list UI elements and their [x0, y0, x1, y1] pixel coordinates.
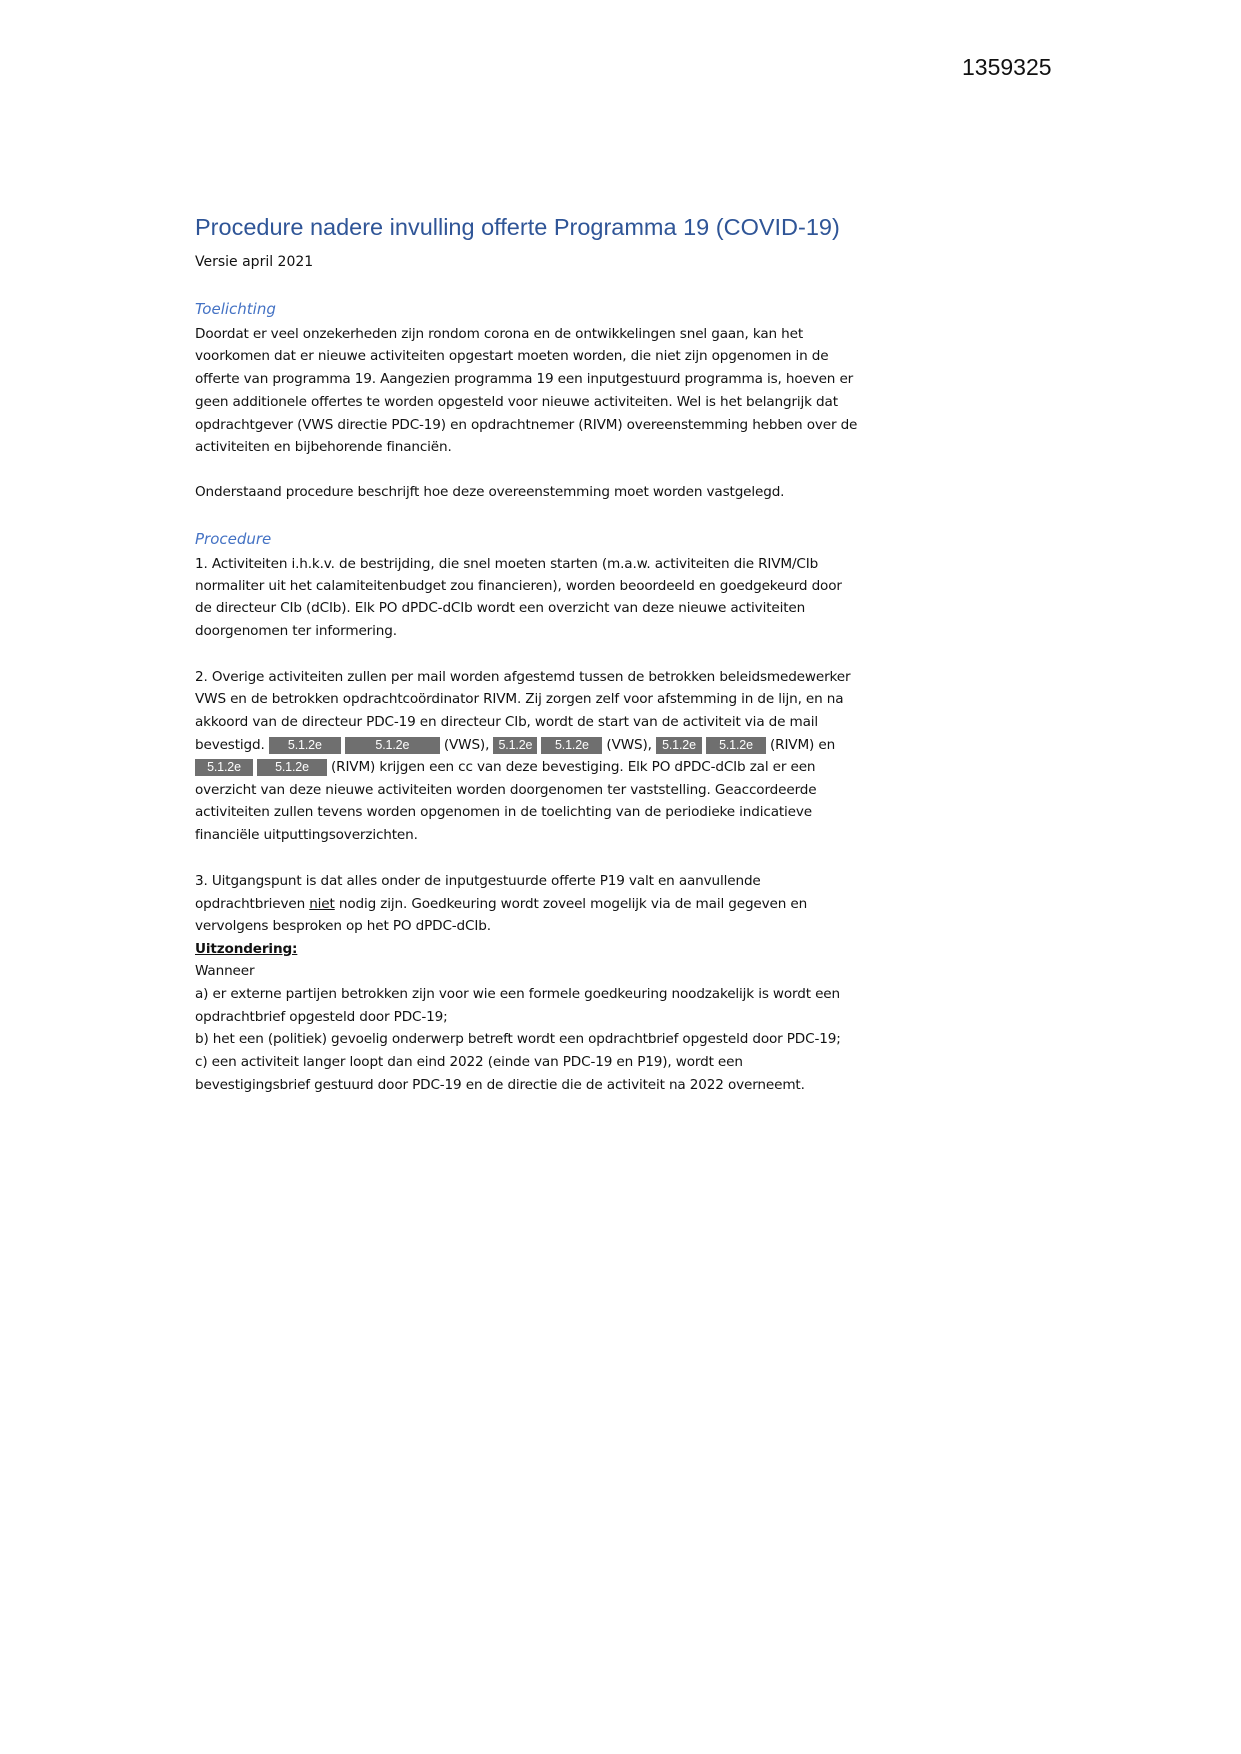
redaction-box: 5.1.2e — [257, 759, 327, 776]
paragraph-line: 2. Overige activiteiten zullen per mail worden afgestemd tussen de betrokken beleidsmedewerker — [195, 669, 851, 685]
paragraph-line: Onderstaand procedure beschrijft hoe deze overeenstemming moet worden vastgelegd. — [195, 484, 785, 500]
redaction-box: 5.1.2e — [493, 737, 537, 754]
paragraph-line: offerte van programma 19. Aangezien programma 19 een inputgestuurd programma is, hoeven er — [195, 371, 854, 387]
exception-heading — [195, 939, 297, 959]
underlined-word: niet — [309, 896, 335, 912]
redacted-line — [195, 735, 835, 755]
paragraph-line: c) een activiteit langer loopt dan eind 2022 (einde van PDC-19 en P19), wordt een — [195, 1054, 743, 1070]
paragraph-line: vervolgens besproken op het PO dPDC-dCIb. — [195, 918, 491, 934]
section-heading-procedure: Procedure — [195, 530, 272, 548]
paragraph-line: 3. Uitgangspunt is dat alles onder de inputgestuurde offerte P19 valt en aanvullende — [195, 873, 761, 889]
paragraph-line: a) er externe partijen betrokken zijn voor wie een formele goedkeuring noodzakelijk is wordt een — [195, 986, 840, 1002]
paragraph-line: 1. Activiteiten i.h.k.v. de bestrijding, die snel moeten starten (m.a.w. activiteiten die RIVM/CIb — [195, 556, 819, 572]
paragraph-line — [195, 894, 807, 914]
paragraph-line: VWS en de betrokken opdrachtcoördinator RIVM. Zij zorgen zelf voor afstemming in de lijn, en na — [195, 691, 844, 707]
line-text: (RIVM) krijgen een cc van deze bevestiging. Elk PO dPDC-dCIb zal er een — [331, 759, 816, 775]
redaction-box: 5.1.2e — [541, 737, 602, 754]
paragraph-line: geen additionele offertes te worden opgesteld voor nieuwe activiteiten. Wel is het belangrijk dat — [195, 394, 838, 410]
version-label: Versie april 2021 — [195, 254, 314, 270]
paragraph-line: Wanneer — [195, 963, 255, 979]
line-text: (RIVM) en — [770, 737, 836, 753]
paragraph-line: akkoord van de directeur PDC-19 en directeur CIb, wordt de start van de activiteit via de mail — [195, 714, 819, 730]
redaction-box: 5.1.2e — [269, 737, 341, 754]
paragraph-line: financiële uitputtingsoverzichten. — [195, 827, 418, 843]
line-text: bevestigd. — [195, 737, 265, 753]
redaction-box: 5.1.2e — [195, 759, 253, 776]
document-title: Procedure nadere invulling offerte Programma 19 (COVID-19) — [195, 214, 840, 240]
paragraph-line: doorgenomen ter informering. — [195, 623, 397, 639]
paragraph-line: normaliter uit het calamiteitenbudget zou financieren), worden beoordeeld en goedgekeurd door — [195, 578, 842, 594]
paragraph-line: bevestigingsbrief gestuurd door PDC-19 en de directie die de activiteit na 2022 overneemt. — [195, 1077, 805, 1093]
line-text: nodig zijn. Goedkeuring wordt zoveel mogelijk via de mail gegeven en — [334, 896, 808, 912]
paragraph-line: de directeur CIb (dCIb). Elk PO dPDC-dCIb wordt een overzicht van deze nieuwe activiteiten — [195, 600, 806, 616]
section-heading-toelichting: Toelichting — [195, 300, 276, 318]
document-number: 1359325 — [962, 54, 1052, 80]
redacted-line — [195, 757, 815, 777]
redaction-box: 5.1.2e — [706, 737, 766, 754]
redaction-box: 5.1.2e — [345, 737, 440, 754]
line-text: (VWS), — [606, 737, 652, 753]
redaction-box: 5.1.2e — [656, 737, 702, 754]
paragraph-line: b) het een (politiek) gevoelig onderwerp betreft wordt een opdrachtbrief opgesteld door PDC-19; — [195, 1031, 841, 1047]
paragraph-line: overzicht van deze nieuwe activiteiten worden doorgenomen ter vaststelling. Geaccordeerde — [195, 782, 817, 798]
paragraph-line: opdrachtbrief opgesteld door PDC-19; — [195, 1009, 448, 1025]
line-text: (VWS), — [443, 737, 490, 753]
paragraph-line: opdrachtgever (VWS directie PDC-19) en opdrachtnemer (RIVM) overeenstemming hebben over de — [195, 417, 858, 433]
paragraph-line: activiteiten en bijbehorende financiën. — [195, 439, 452, 455]
line-text: opdrachtbrieven — [195, 896, 310, 912]
paragraph-line: activiteiten zullen tevens worden opgenomen in de toelichting van de periodieke indicatieve — [195, 804, 813, 820]
paragraph-line: Doordat er veel onzekerheden zijn rondom corona en de ontwikkelingen snel gaan, kan het — [195, 326, 804, 342]
paragraph-line: voorkomen dat er nieuwe activiteiten opgestart moeten worden, die niet zijn opgenomen in de — [195, 348, 829, 364]
exception-heading-text: Uitzondering: — [195, 941, 298, 957]
